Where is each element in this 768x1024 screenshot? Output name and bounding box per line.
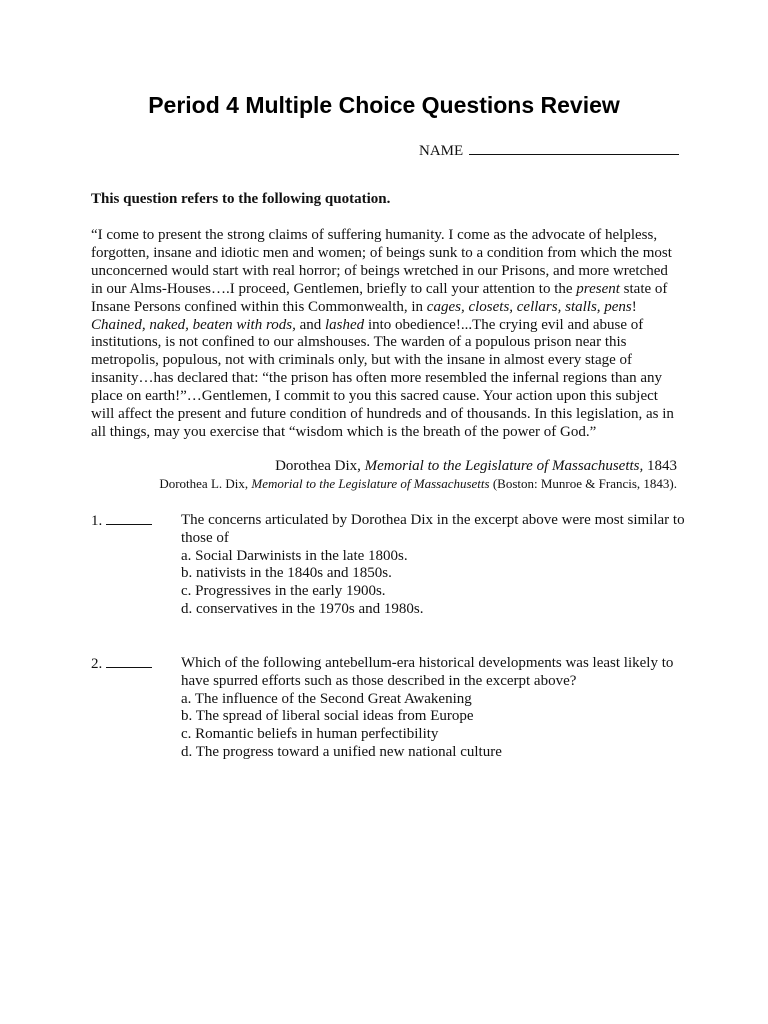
quote-segment: into obedience!...The crying evil and abuse of institutions, is not confined to our almshouses. The warden of a populous prison near this metropolis, populous, not with criminals only, but with the insane in almost every stage of insanity…has declared that: “the prison has often more resembled the infernal regions than any place on earth!”…Gentlemen, I commit to you this sacred cause. Your action upon this subject will affect the present and future condition of hundreds and of thousands. In this legislation, as in all things, may you exercise that “wisdom which is the breath of the power of God.” <box>91 316 674 440</box>
name-field <box>419 140 679 160</box>
answer-option: a. Social Darwinists in the late 1800s. <box>181 547 408 564</box>
quotation <box>91 227 681 442</box>
quote-segment-italic: cages, closets, cellars, stalls, pens <box>426 298 632 315</box>
answer-option: d. The progress toward a unified new national culture <box>181 743 502 760</box>
answer-blank[interactable] <box>106 512 152 525</box>
citation-details: (Boston: Munroe & Francis, 1843). <box>489 476 677 491</box>
citation-work: Memorial to the Legislature of Massachusetts, <box>364 458 644 474</box>
quote-segment-italic: Chained, naked, beaten with rods, <box>91 316 296 333</box>
quote-segment: “I come to present the strong claims of suffering humanity. I come as the advocate of helpless, forgotten, insane and idiotic men and women; of beings sunk to a condition from which the most unconcerned would start with real horror; of beings wretched in our Prisons, and more wretched in our Alms-Houses….I proceed, Gentlemen, briefly to call your attention to the <box>91 227 672 297</box>
answer-option: b. nativists in the 1840s and 1850s. <box>181 565 392 582</box>
quote-segment-italic: present <box>576 280 620 297</box>
answer-option: c. Romantic beliefs in human perfectibility <box>181 726 439 743</box>
quote-segment: state of Insane Persons confined within this Commonwealth, in <box>91 280 668 315</box>
quote-segment: and <box>295 316 326 333</box>
question-number: 1. <box>91 512 152 530</box>
answer-option: b. The spread of liberal social ideas from Europe <box>181 708 474 725</box>
page-title: Period 4 Multiple Choice Questions Review <box>148 92 620 118</box>
citation-author: Dorothea Dix, <box>275 458 365 474</box>
citation-primary <box>275 458 677 475</box>
citation-author: Dorothea L. Dix, <box>159 476 252 491</box>
intro-text: This question refers to the following quotation. <box>91 191 391 207</box>
citation-year: 1843 <box>643 458 677 474</box>
citation-work: Memorial to the Legislature of Massachusetts <box>251 476 490 491</box>
quote-segment-italic: lashed <box>325 316 365 333</box>
answer-option: c. Progressives in the early 1900s. <box>181 583 386 600</box>
answer-option: d. conservatives in the 1970s and 1980s. <box>181 600 424 617</box>
citation-source <box>159 476 677 492</box>
name-blank[interactable] <box>469 140 679 155</box>
quote-segment: ! <box>631 298 637 315</box>
name-label: NAME <box>419 143 464 159</box>
question-stem: Which of the following antebellum-era historical developments was least likely to have spurred efforts such as those described in the excerpt above? <box>181 655 674 689</box>
answer-blank[interactable] <box>106 655 152 668</box>
answer-option: a. The influence of the Second Great Awakening <box>181 690 472 707</box>
question-number: 2. <box>91 655 152 673</box>
question-body <box>181 655 686 762</box>
question-body <box>181 512 686 619</box>
question-stem: The concerns articulated by Dorothea Dix in the excerpt above were most similar to those of <box>181 512 685 546</box>
